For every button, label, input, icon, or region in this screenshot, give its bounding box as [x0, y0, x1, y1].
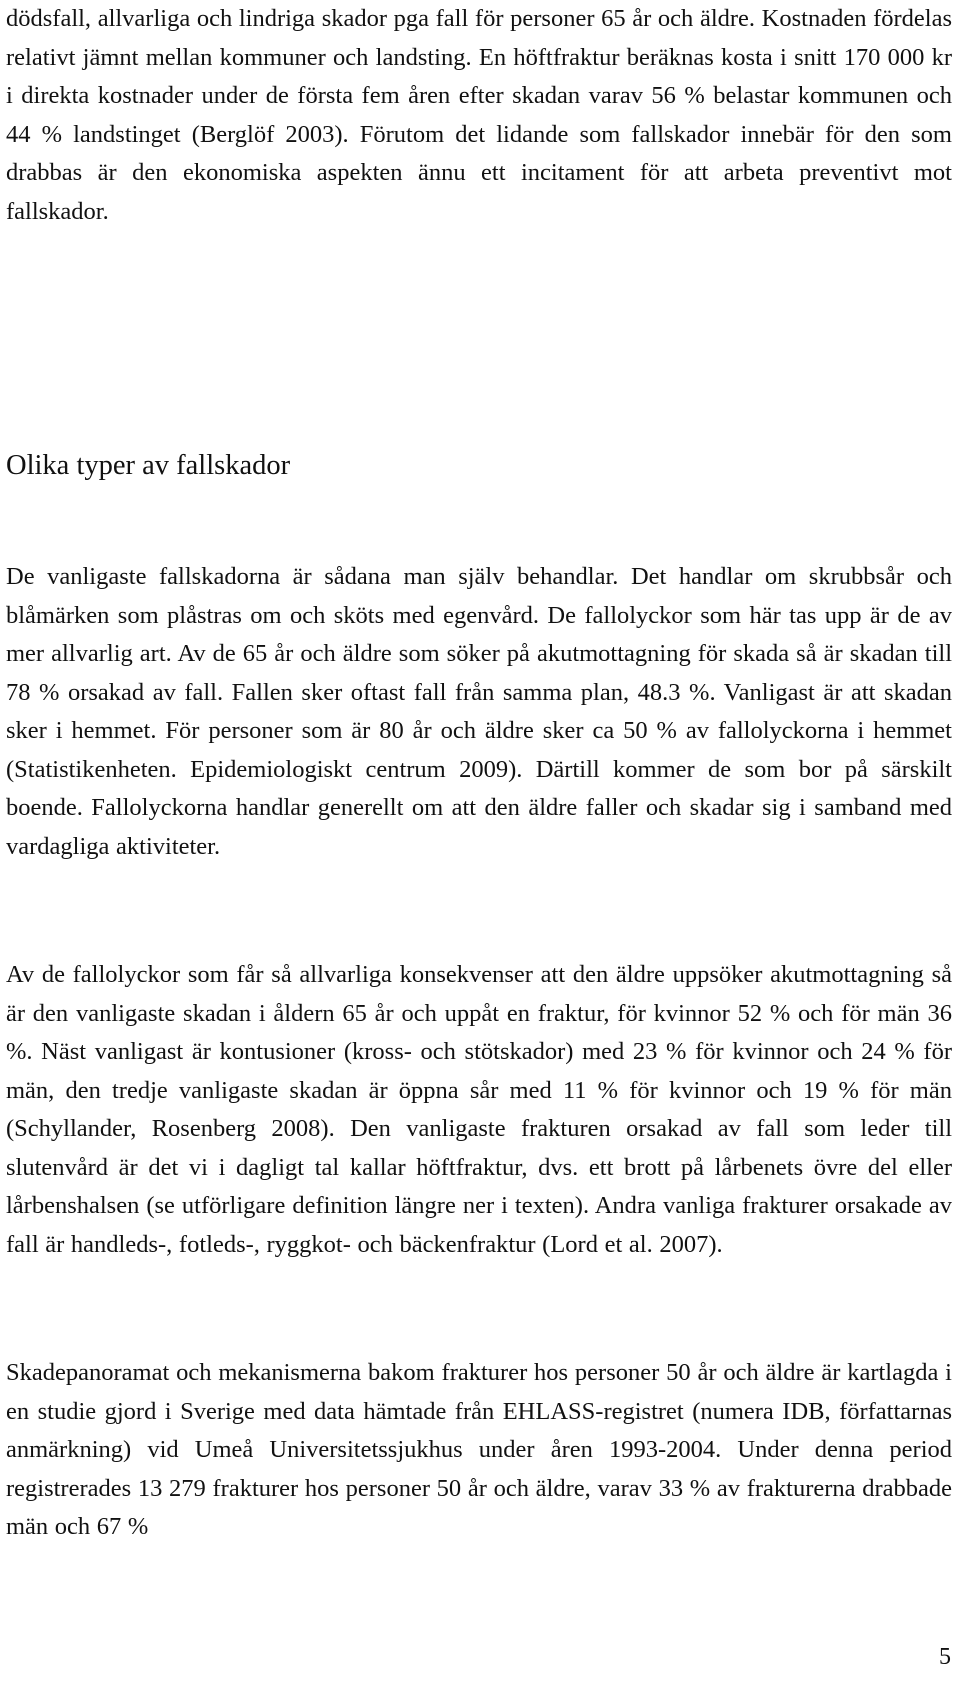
paragraph-fractures: Av de fallolyckor som får så allvarliga konsekvenser att den äldre uppsöker akutmottagning så är den vanligaste skadan i åldern 65 år och uppåt en fraktur, för kvinnor 52 % och för män 36 %. Näst vanligast är kontusioner (kross- och stötskador) med 23 % för kvinnor och 24 % för män, den tredje vanligaste skadan är öppna sår med 11 % för kvinnor och 19 % för män (Schyllander, Rosenberg 2008). Den vanligaste frakturen orsakad av fall som leder till slutenvård är det vi i dagligt tal kallar höftfraktur, dvs. ett brott på lårbenets övre del eller lårbenshalsen (se utförligare definition längre ner i texten). Andra vanliga frakturer orsakade av fall är handleds-, fotleds-, ryggkot- och bäckenfraktur (Lord et al. 2007).: [6, 961, 952, 1258]
paragraph-ehlass-study: Skadepanoramat och mekanismerna bakom frakturer hos personer 50 år och äldre är kartlagda i en studie gjord i Sverige med data hämtade från EHLASS-registret (numera IDB, författarnas anmärkning) vid Umeå Universitetssjukhus under åren 1993-2004. Under denna period registrerades 13 279 frakturer hos personer 50 år och äldre, varav 33 % av frakturerna drabbade män och 67 %: [6, 1359, 952, 1540]
page-number: 5: [939, 1644, 951, 1670]
paragraph-fall-types: De vanligaste fallskadorna är sådana man själv behandlar. Det handlar om skrubbsår och blåmärken som plåstras om och sköts med egenvård. De fallolyckor som här tas upp är de av mer allvarlig art. Av de 65 år och äldre som söker på akutmottagning för skada så är skadan till 78 % orsakad av fall. Fallen sker oftast fall från samma plan, 48.3 %. Vanligast är att skadan sker i hemmet. För personer som är 80 år och äldre sker ca 50 % av fallolyckorna i hemmet (Statistikenheten. Epidemiologiskt centrum 2009). Därtill kommer de som bor på särskilt boende. Fallolyckorna handlar generellt om att den äldre faller och skadar sig i samband med vardagliga aktiviteter.: [6, 563, 952, 860]
section-heading: Olika typer av fallskador: [6, 450, 291, 481]
paragraph-intro-continued: dödsfall, allvarliga och lindriga skador pga fall för personer 65 år och äldre. Kostnaden fördelas relativt jämnt mellan kommuner och landsting. En höftfraktur beräknas kosta i snitt 170 000 kr i direkta kostnader under de första fem åren efter skadan varav 56 % belastar kommunen och 44 % landstinget (Berglöf 2003). Förutom det lidande som fallskador innebär för den som drabbas är den ekonomiska aspekten ännu ett incitament för att arbeta preventivt mot fallskador.: [6, 5, 952, 225]
